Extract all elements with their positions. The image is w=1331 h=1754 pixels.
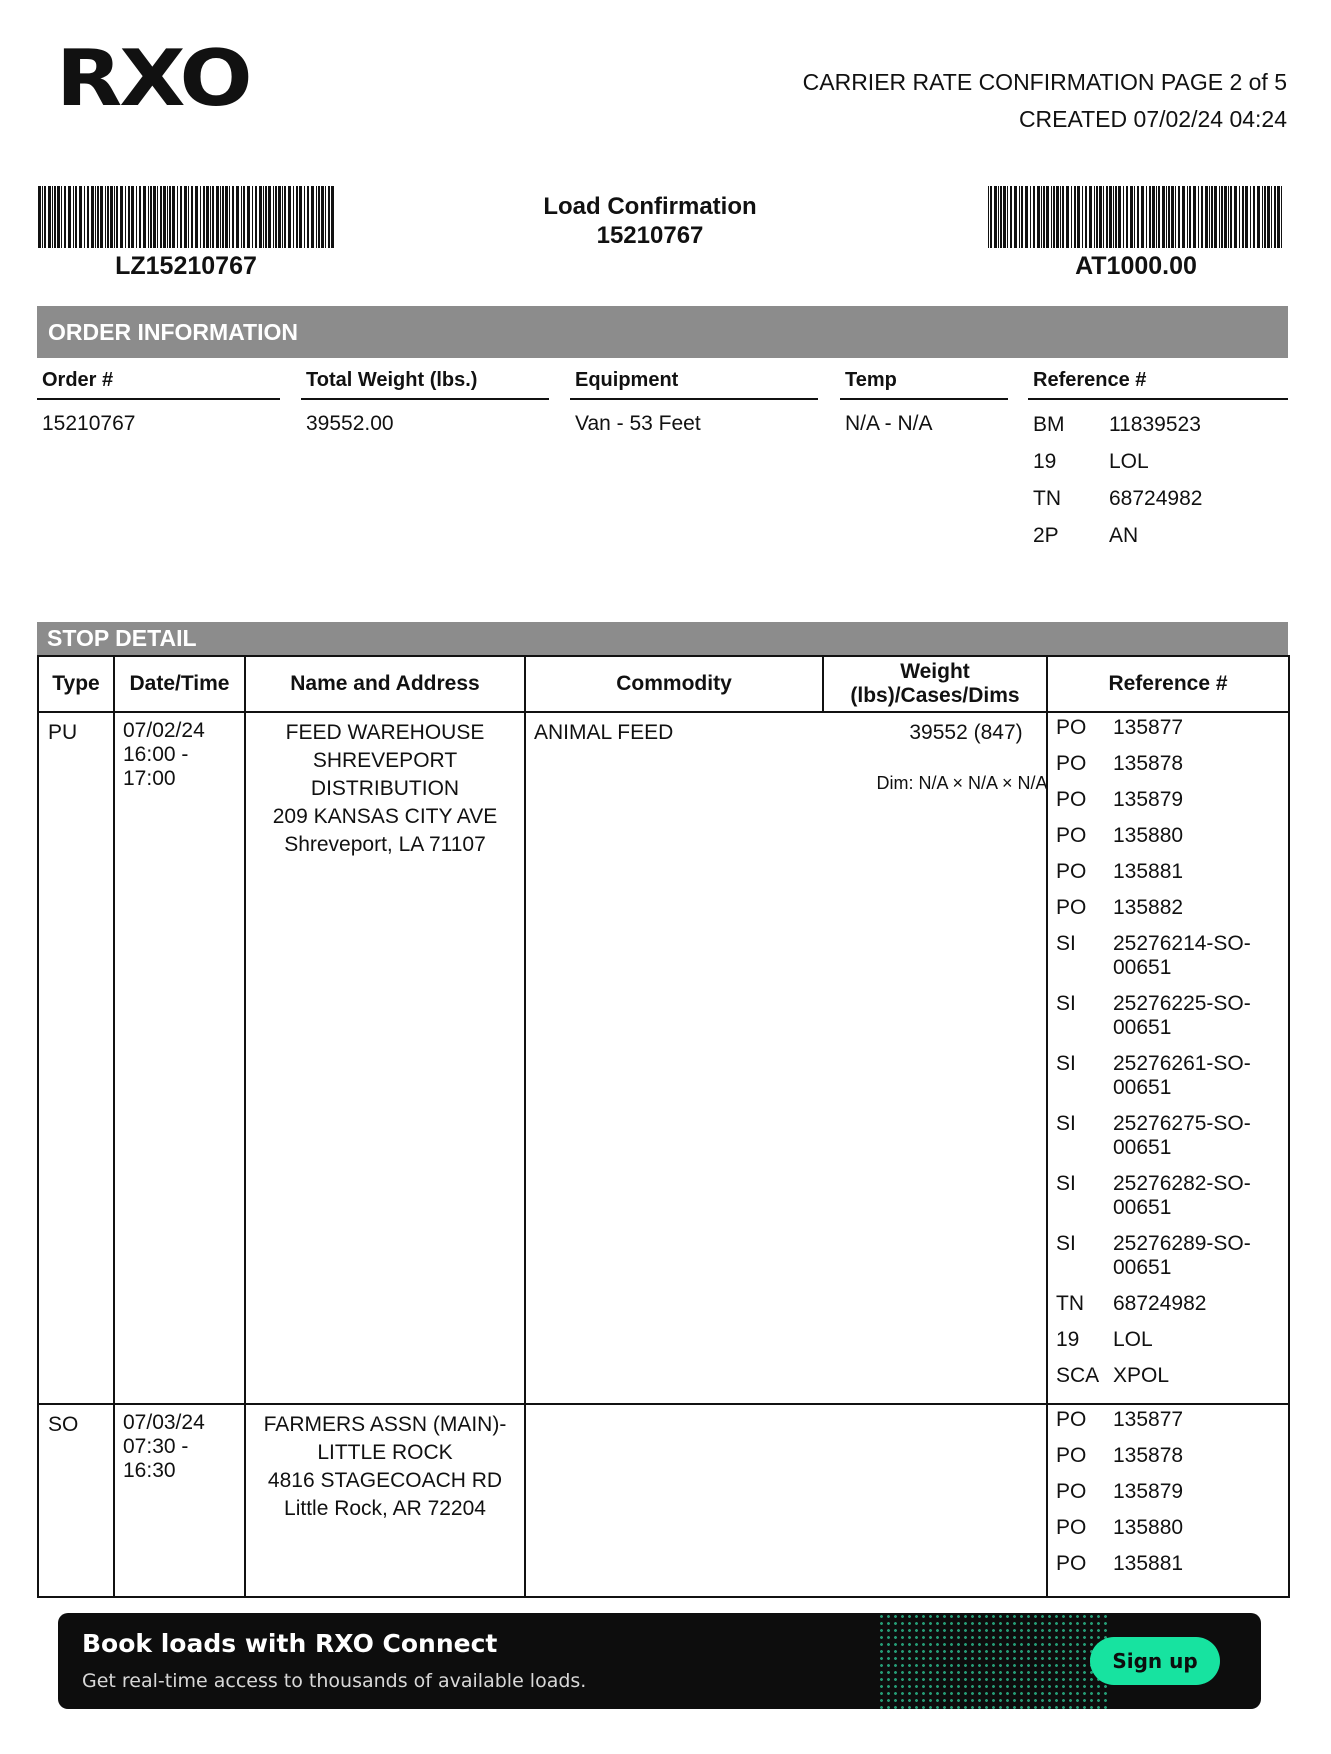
- stop-row: [38, 712, 1289, 1404]
- stop-reference-value: 135880: [1113, 824, 1184, 847]
- stop-reference-code: PO: [1056, 752, 1087, 775]
- stop-address-line: SHREVEPORT: [312, 749, 458, 772]
- stop-address-line: LITTLE ROCK: [317, 1441, 453, 1464]
- stop-reference: [1048, 1328, 1288, 1352]
- load-confirmation-heading: Load Confirmation: [543, 193, 757, 220]
- stop-address-line: DISTRIBUTION: [310, 777, 460, 800]
- stop-reference: [1048, 992, 1288, 1040]
- stop-reference-value: 135878: [1113, 1444, 1184, 1467]
- stop-reference: [1048, 860, 1288, 884]
- load-barcode-left: [38, 186, 334, 248]
- stop-reference-value: 135877: [1113, 1408, 1184, 1431]
- stop-reference: [1048, 1480, 1288, 1504]
- stop-reference-value: 135882: [1113, 896, 1184, 919]
- stop-date: 07/02/24: [123, 719, 205, 742]
- temp-label: Temp: [840, 369, 1008, 400]
- stop-reference-code: PO: [1056, 788, 1087, 811]
- load-confirmation-title: [450, 192, 850, 250]
- datetime-header: Date/Time: [114, 656, 245, 712]
- order-reference-value: 68724982: [1109, 487, 1203, 510]
- stop-reference-value: 25276289-SO-00651: [1113, 1232, 1251, 1279]
- stop-type: SO: [38, 1404, 114, 1597]
- order-reference-value: 11839523: [1109, 413, 1201, 436]
- stop-reference: [1048, 1552, 1288, 1576]
- stop-reference-code: PO: [1056, 1444, 1087, 1467]
- stop-reference: [1048, 1232, 1288, 1280]
- total-weight-label: Total Weight (lbs.): [301, 369, 549, 400]
- stop-detail-header: STOP DETAIL: [37, 622, 1288, 655]
- stop-reference-code: SI: [1056, 1232, 1076, 1255]
- rxo-connect-banner: [58, 1613, 1261, 1709]
- stop-address-line: FARMERS ASSN (MAIN)-: [263, 1413, 507, 1436]
- stop-reference: [1048, 1292, 1288, 1316]
- stop-type: PU: [38, 712, 114, 1404]
- stop-reference-code: SI: [1056, 992, 1076, 1015]
- stop-date: 07/03/24: [123, 1411, 205, 1434]
- stop-address-line: 209 KANSAS CITY AVE: [272, 805, 498, 828]
- stop-reference-value: 135879: [1113, 1480, 1184, 1503]
- stop-reference-code: PO: [1056, 896, 1087, 919]
- total-weight-column: [301, 369, 549, 436]
- load-barcode-label: LZ15210767: [115, 252, 257, 280]
- equipment-label: Equipment: [570, 369, 818, 400]
- stop-time-end: 16:30: [123, 1459, 176, 1482]
- order-reference-code: 2P: [1033, 524, 1059, 547]
- stop-datetime: [114, 712, 245, 1404]
- order-information-header: ORDER INFORMATION: [37, 306, 1288, 358]
- order-reference-code: 19: [1033, 450, 1057, 473]
- stop-datetime: [114, 1404, 245, 1597]
- name-address-header: Name and Address: [245, 656, 525, 712]
- stop-detail-table: [37, 655, 1290, 1598]
- order-reference-code: TN: [1033, 487, 1061, 510]
- stop-reference-code: SI: [1056, 1172, 1076, 1195]
- stop-weight-cases: 39552 (847): [909, 721, 1023, 744]
- stop-reference-code: SI: [1056, 1112, 1076, 1135]
- stop-reference-code: PO: [1056, 1480, 1087, 1503]
- stop-reference-value: 25276282-SO-00651: [1113, 1172, 1251, 1219]
- stop-reference-code: PO: [1056, 824, 1087, 847]
- order-reference-value: AN: [1109, 524, 1139, 547]
- stop-reference-code: TN: [1056, 1292, 1084, 1315]
- stop-reference-value: 25276225-SO-00651: [1113, 992, 1251, 1039]
- stop-address-line: FEED WAREHOUSE: [285, 721, 485, 744]
- stop-address-line: Shreveport, LA 71107: [284, 833, 486, 856]
- document-header: [803, 64, 1287, 138]
- sign-up-button[interactable]: Sign up: [1090, 1637, 1220, 1685]
- stop-table-header-row: [38, 656, 1289, 712]
- stop-address-line: 4816 STAGECOACH RD: [267, 1469, 503, 1492]
- stop-time-start: 16:00 -: [123, 743, 189, 766]
- banner-subtitle: Get real-time access to thousands of available loads.: [82, 1670, 587, 1692]
- equipment-value: Van - 53 Feet: [575, 412, 701, 435]
- stop-reference-value: 135879: [1113, 788, 1184, 811]
- stop-reference-value: LOL: [1113, 1328, 1153, 1351]
- stop-reference: [1048, 896, 1288, 920]
- stop-reference-code: PO: [1056, 1552, 1087, 1575]
- amount-barcode-right: [988, 186, 1284, 248]
- order-number-label: Order #: [37, 369, 280, 400]
- stop-reference-value: 135878: [1113, 752, 1184, 775]
- stop-reference: [1048, 1364, 1288, 1388]
- stop-reference: [1048, 1112, 1288, 1160]
- stop-reference: [1048, 1052, 1288, 1100]
- stop-time-end: 17:00: [123, 767, 176, 790]
- stop-reference: [1048, 1444, 1288, 1468]
- reference-label: Reference #: [1028, 369, 1288, 400]
- stop-reference: [1048, 824, 1288, 848]
- reference-column: [1028, 369, 1288, 548]
- stop-address-line: Little Rock, AR 72204: [284, 1497, 486, 1520]
- stop-reference-value: 25276214-SO-00651: [1113, 932, 1251, 979]
- stop-reference-code: SI: [1056, 1052, 1076, 1075]
- stop-commodity: ANIMAL FEED: [534, 721, 674, 744]
- stop-reference-value: 68724982: [1113, 1292, 1207, 1315]
- commodity-header: Commodity: [525, 656, 823, 712]
- stop-reference: [1048, 1172, 1288, 1220]
- stop-reference-value: 25276275-SO-00651: [1113, 1112, 1251, 1159]
- stop-reference-code: SCA: [1056, 1364, 1100, 1387]
- order-reference-code: BM: [1033, 413, 1065, 436]
- rxo-logo: RXO: [56, 33, 250, 124]
- order-reference-value: LOL: [1109, 450, 1149, 473]
- order-number-column: [37, 369, 280, 436]
- stop-reference-code: PO: [1056, 1408, 1087, 1431]
- stop-reference-value: 135880: [1113, 1516, 1184, 1539]
- temp-value: N/A - N/A: [845, 412, 933, 435]
- stop-time-start: 07:30 -: [123, 1435, 189, 1458]
- stop-reference-value: XPOL: [1113, 1364, 1170, 1387]
- stop-name-address: [245, 1404, 525, 1597]
- stop-reference-value: 25276261-SO-00651: [1113, 1052, 1251, 1099]
- equipment-column: [570, 369, 818, 436]
- stop-reference-code: PO: [1056, 860, 1087, 883]
- order-number-value: 15210767: [42, 412, 136, 435]
- stop-references: [1047, 712, 1289, 1404]
- stop-reference-code: 19: [1056, 1328, 1080, 1351]
- stop-row: [38, 1404, 1289, 1597]
- temp-column: [840, 369, 1008, 436]
- amount-barcode-label: AT1000.00: [1075, 252, 1197, 280]
- banner-title: Book loads with RXO Connect: [82, 1629, 498, 1658]
- total-weight-value: 39552.00: [306, 412, 394, 435]
- stop-reference: [1048, 932, 1288, 980]
- stop-reference: [1048, 1408, 1288, 1432]
- stop-commodity-weight: [525, 1404, 1047, 1597]
- load-number: 15210767: [596, 222, 704, 249]
- reference-header: Reference #: [1047, 656, 1289, 712]
- page-title: CARRIER RATE CONFIRMATION PAGE 2 of 5: [802, 69, 1287, 95]
- stop-reference: [1048, 716, 1288, 740]
- stop-commodity-weight: [525, 712, 1047, 1404]
- stop-reference-code: SI: [1056, 932, 1076, 955]
- type-header: Type: [38, 656, 114, 712]
- stop-reference-value: 135881: [1113, 860, 1184, 883]
- stop-reference-code: PO: [1056, 716, 1087, 739]
- stop-reference-value: 135877: [1113, 716, 1184, 739]
- stop-reference-code: PO: [1056, 1516, 1087, 1539]
- weight-header: Weight (lbs)/Cases/Dims: [823, 656, 1047, 712]
- stop-name-address: [245, 712, 525, 1404]
- stop-reference-value: 135881: [1113, 1552, 1184, 1575]
- stop-references: [1047, 1404, 1289, 1597]
- stop-reference: [1048, 1516, 1288, 1540]
- created-timestamp: CREATED 07/02/24 04:24: [1018, 106, 1287, 132]
- banner-dot-pattern: [878, 1613, 1108, 1709]
- order-reference-list: [1028, 412, 1288, 548]
- stop-dims: Dim: N/A × N/A × N/A: [876, 773, 1048, 793]
